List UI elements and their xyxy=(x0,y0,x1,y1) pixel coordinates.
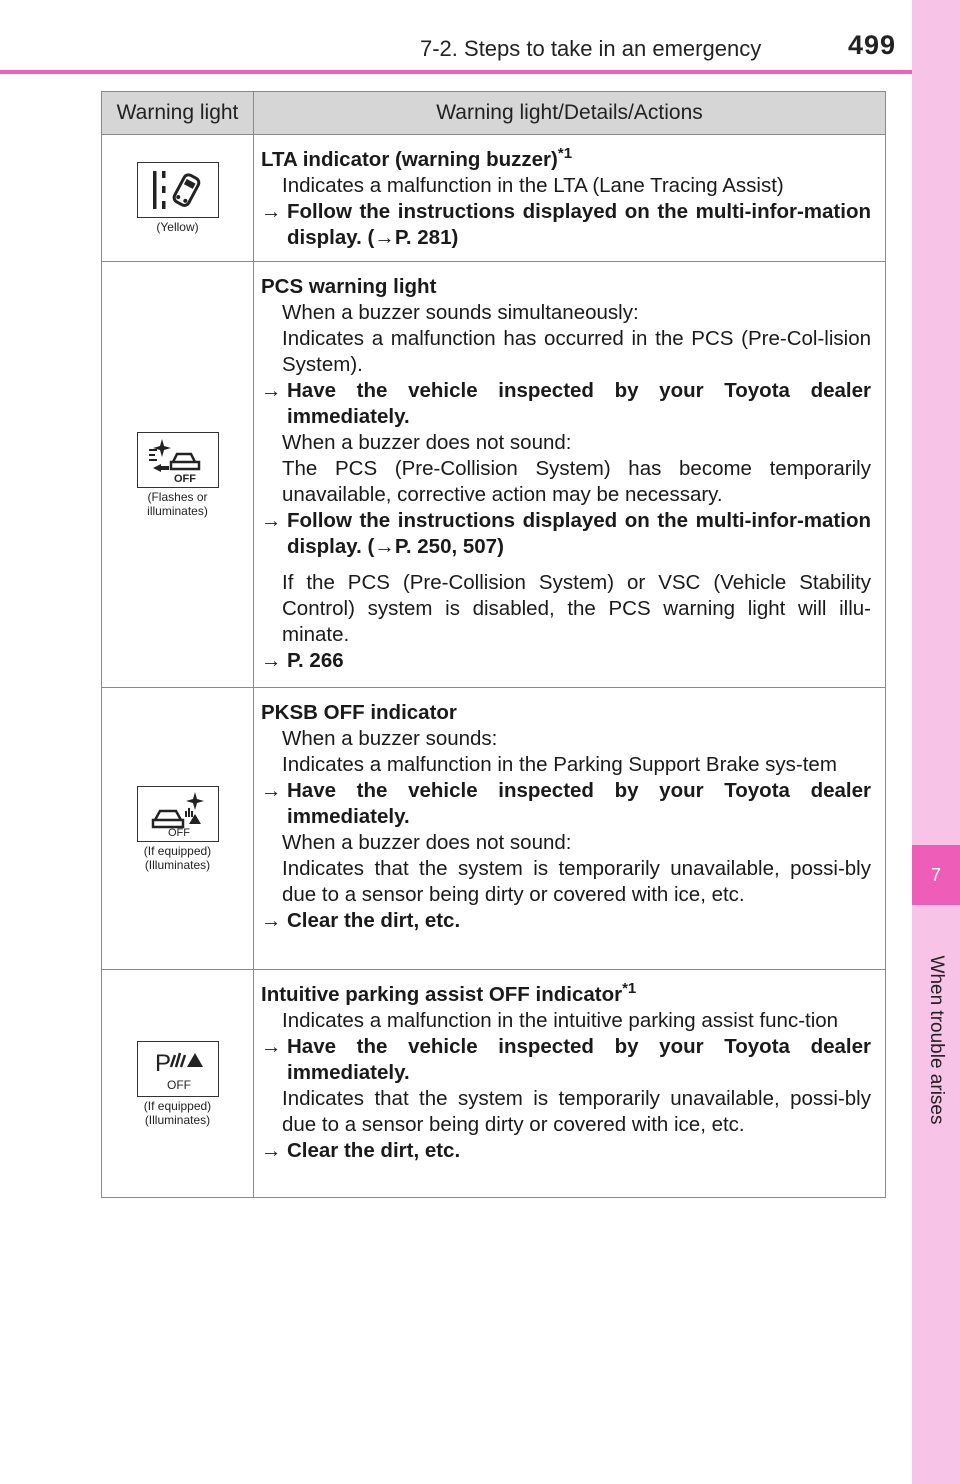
icon-cell xyxy=(102,262,254,688)
action-item: → Clear the dirt, etc. xyxy=(261,909,461,932)
icon-caption: (Flashes or xyxy=(147,489,208,504)
section-title: 7-2. Steps to take in an emergency xyxy=(420,36,762,61)
detail-text: Indicates a malfunction in the intuitive parking assist func-tion xyxy=(282,1009,839,1032)
row-title: Intuitive parking assist OFF indicator$^{*1}$ xyxy=(261,980,637,1006)
svg-text:OFF: OFF xyxy=(167,826,190,838)
warning-light-table xyxy=(101,91,886,1198)
detail-text: Indicates that the system is temporarily unavailable, possi-bly due to a sensor being dirty or covered with ice, etc. xyxy=(282,1087,871,1136)
detail-text: Indicates a malfunction in the Parking Support Brake sys-tem xyxy=(282,753,837,776)
detail-text: Indicates a malfunction has occurred in the PCS (Pre-Col-lision System). xyxy=(282,327,871,376)
action-item: → Follow the instructions displayed on the multi-infor-mation display. (→P. 281) xyxy=(261,200,871,249)
row-title: PCS warning light xyxy=(261,275,437,298)
column-header: Warning light/Details/Actions xyxy=(254,92,886,135)
detail-text: When a buzzer sounds simultaneously: xyxy=(282,301,639,324)
note-text: If the PCS (Pre-Collision System) or VSC (Vehicle Stability Control) system is disabled, the PCS warning light will illu-minate. xyxy=(282,571,871,646)
detail-text: Indicates that the system is temporarily unavailable, possi-bly due to a sensor being dirty or covered with ice, etc. xyxy=(282,857,871,906)
action-item: → P. 266 xyxy=(261,649,344,672)
chapter-number: 7 xyxy=(912,845,960,905)
table-row xyxy=(102,135,886,262)
pcs-warning-icon xyxy=(137,432,219,488)
action-item: → Have the vehicle inspected by your Toyota dealer immediately. xyxy=(261,379,871,428)
svg-text:OFF: OFF xyxy=(166,1077,191,1092)
chapter-side-tab xyxy=(912,0,960,1484)
page-number: 499 xyxy=(848,30,897,60)
action-item: → Have the vehicle inspected by your Toyota dealer immediately. xyxy=(261,1035,871,1084)
icon-cell xyxy=(102,688,254,970)
svg-text:OFF: OFF xyxy=(173,472,196,484)
icon-caption: illuminates) xyxy=(147,503,208,518)
row-title: PKSB OFF indicator xyxy=(261,701,457,724)
action-item: → Have the vehicle inspected by your Toyota dealer immediately. xyxy=(261,779,871,828)
table-header-row xyxy=(102,92,886,135)
detail-text: When a buzzer does not sound: xyxy=(282,431,572,454)
icon-caption: (Illuminates) xyxy=(144,1112,211,1127)
table-row xyxy=(102,688,886,970)
header-rule xyxy=(0,70,912,74)
icon-cell xyxy=(102,135,254,262)
action-item: → Follow the instructions displayed on the multi-infor-mation display. (→P. 250, 507) xyxy=(261,509,871,558)
detail-text: The PCS (Pre-Collision System) has become temporarily unavailable, corrective action may be necessary. xyxy=(282,457,871,506)
description-cell xyxy=(254,970,886,1198)
pksb-off-icon xyxy=(137,786,219,842)
intuitive-parking-assist-off-icon xyxy=(137,1041,219,1097)
action-item: → Clear the dirt, etc. xyxy=(261,1139,461,1162)
svg-text:P: P xyxy=(154,1049,171,1077)
icon-cell xyxy=(102,970,254,1198)
icon-caption: (Yellow) xyxy=(156,220,199,234)
detail-text: When a buzzer sounds: xyxy=(282,727,498,750)
table-row xyxy=(102,262,886,688)
row-title: LTA indicator (warning buzzer)$^{*1}$ xyxy=(261,145,573,171)
icon-caption: (If equipped) xyxy=(143,1098,212,1113)
description-cell xyxy=(254,262,886,688)
column-header: Warning light xyxy=(102,92,254,135)
detail-text: Indicates a malfunction in the LTA (Lane Tracing Assist) xyxy=(282,174,784,197)
table-row xyxy=(102,970,886,1198)
lta-indicator-icon xyxy=(137,162,219,218)
description-cell xyxy=(254,688,886,970)
description-cell xyxy=(254,135,886,262)
icon-caption: (Illuminates) xyxy=(144,857,211,872)
icon-caption: (If equipped) xyxy=(143,843,212,858)
detail-text: When a buzzer does not sound: xyxy=(282,831,572,854)
chapter-title: When trouble arises xyxy=(926,955,947,1125)
